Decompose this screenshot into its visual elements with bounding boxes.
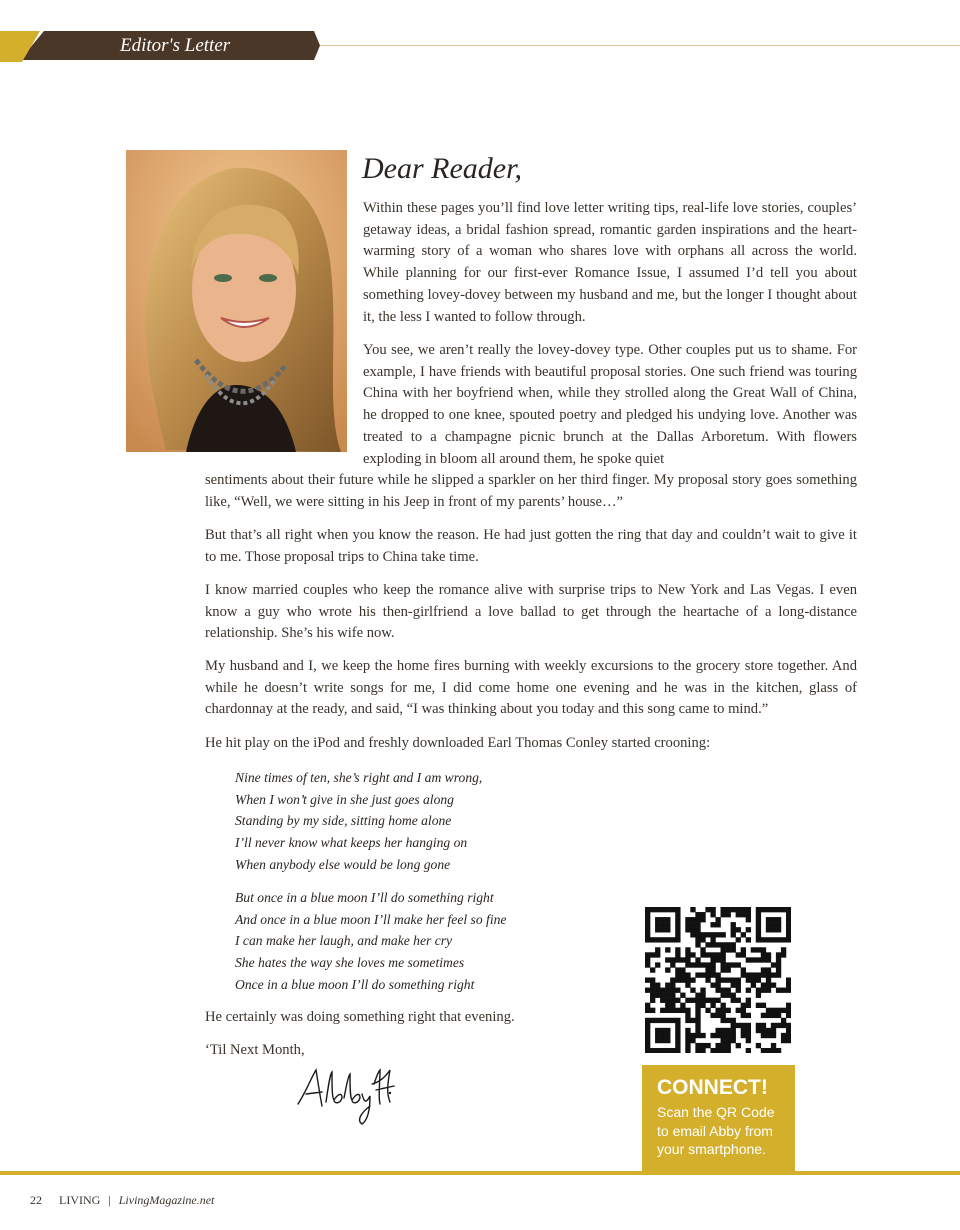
verse-line: And once in a blue moon I’ll make her feel so fine bbox=[235, 911, 507, 927]
verse-line: When I won’t give in she just goes along bbox=[235, 791, 454, 807]
qr-code-graphic bbox=[645, 907, 791, 1053]
header-divider bbox=[320, 45, 960, 46]
page-number: 22 bbox=[30, 1193, 42, 1207]
footer-rule bbox=[0, 1171, 960, 1175]
letter-paragraph: But that’s all right when you know the reason. He had just gotten the ring that day and couldn’t wait to give it to me. Those proposal trips to China take time. bbox=[205, 527, 857, 565]
letter-signoff: ‘Til Next Month, bbox=[205, 1042, 305, 1058]
verse-line: When anybody else would be long gone bbox=[235, 856, 451, 872]
verse-line: I can make her laugh, and make her cry bbox=[235, 933, 453, 949]
letter-paragraph: I know married couples who keep the romance alive with surprise trips to New York and Las Vegas. I even know a guy who wrote his then-girlfriend a love ballad to get through the heartache of a long-distance relationship. She’s his wife now. bbox=[205, 582, 857, 642]
verse-line: She hates the way she loves me sometimes bbox=[235, 955, 465, 971]
section-title: Editor's Letter bbox=[120, 35, 231, 56]
footer-separator: | bbox=[108, 1193, 111, 1207]
letter-paragraph: sentiments about their future while he slipped a sparkler on her third finger. My proposal story goes something like, “Well, we were sitting in his Jeep in front of my parents’ house…” bbox=[205, 472, 857, 510]
verse-line: Nine times of ten, she’s right and I am wrong, bbox=[235, 770, 483, 785]
connect-text: Scan the QR Code to email Abby from your smartphone. bbox=[657, 1104, 775, 1157]
letter-paragraph: He hit play on the iPod and freshly downloaded Earl Thomas Conley started crooning: bbox=[205, 735, 711, 751]
letter-closing: He certainly was doing something right that evening. bbox=[205, 1009, 515, 1025]
song-verse-1 bbox=[235, 767, 482, 876]
footer-brand: LIVING bbox=[59, 1193, 101, 1207]
qr-code[interactable] bbox=[645, 907, 791, 1053]
letter-paragraph: You see, we aren’t really the lovey-dovey type. Other couples put us to shame. For example, I have friends with beautiful proposal stories. One such friend was touring China with her boyfriend when, while they strolled along the Great Wall of China, he dropped to one knee, spouted poetry and pledged his undying love. Another was treated to a champagne picnic brunch at the Dallas Arboretum. With flowers exploding in bloom all around them, he spoke quiet bbox=[363, 342, 857, 467]
editor-portrait bbox=[126, 150, 347, 452]
verse-line: But once in a blue moon I’ll do something right bbox=[235, 890, 494, 905]
connect-title: CONNECT! bbox=[657, 1076, 768, 1099]
verse-line: Once in a blue moon I’ll do something right bbox=[235, 976, 475, 992]
letter-greeting: Dear Reader, bbox=[362, 152, 522, 185]
connect-box bbox=[642, 1065, 795, 1171]
letter-paragraph: Within these pages you’ll find love letter writing tips, real-life love stories, couples’ getaway ideas, a bridal fashion spread, romantic garden inspirations and the heart-warming story of a woman who shares love with orphans all across the world. While planning for our first-ever Romance Issue, I assumed I’d tell you about something lovey-dovey between my husband and me, but the longer I thought about it, the less I wanted to follow through. bbox=[363, 200, 857, 325]
page-footer bbox=[30, 1193, 214, 1208]
letter-paragraph: My husband and I, we keep the home fires burning with weekly excursions to the grocery store together. And while he doesn’t write songs for me, I did come home one evening and he was in the kitchen, glass of chardonnay at the ready, and said, “I was thinking about you today and this song came to mind.” bbox=[205, 658, 857, 718]
footer-site-link[interactable]: LivingMagazine.net bbox=[118, 1193, 215, 1207]
verse-line: Standing by my side, sitting home alone bbox=[235, 813, 452, 829]
signature bbox=[292, 1062, 402, 1128]
verse-line: I’ll never know what keeps her hanging on bbox=[235, 835, 468, 851]
song-verse-2 bbox=[235, 887, 506, 996]
